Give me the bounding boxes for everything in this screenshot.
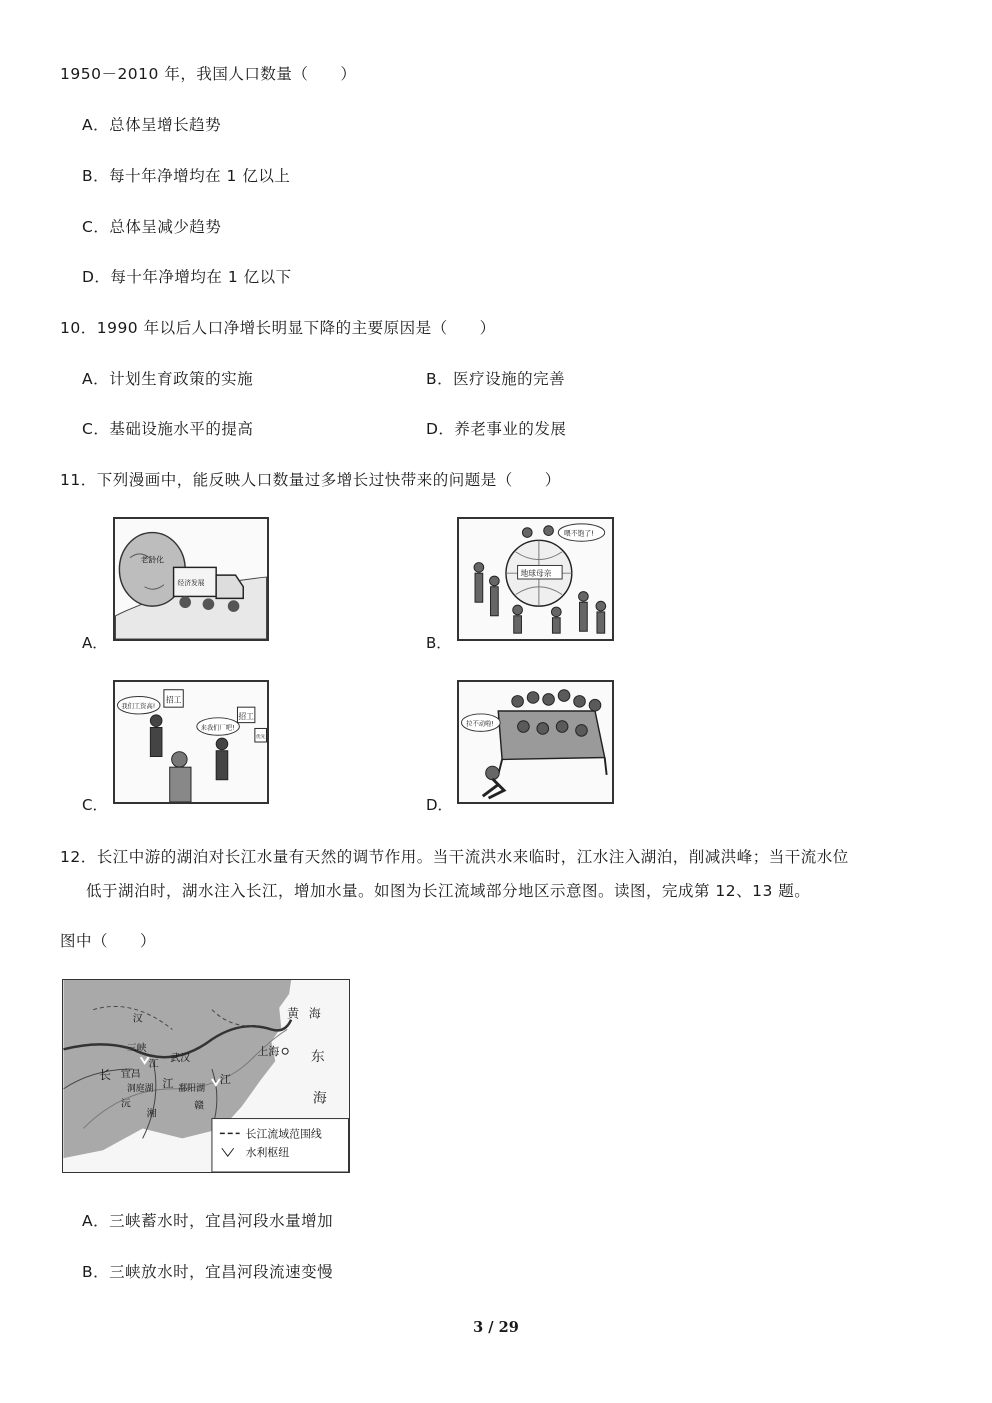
cartoon-a-rock-text: 老龄化 — [140, 555, 164, 565]
q10-option-c: C．基础设施水平的提高 — [82, 420, 254, 438]
q11-label-c: C． — [82, 796, 108, 814]
q9-option-d: D．每十年净增均在 1 亿以下 — [82, 268, 292, 286]
q11-label-b: B． — [426, 634, 452, 652]
q9-stem: 1950－2010 年，我国人口数量（ ） — [60, 65, 357, 83]
map-label-jiang2: 江 — [219, 1072, 231, 1086]
cartoon-b-globe-text: 地球母亲 — [520, 569, 552, 579]
cartoon-c-sign1-text: 招工 — [165, 695, 182, 705]
cartoon-d-image — [457, 680, 614, 804]
q12-stem-line1: 12．长江中游的湖泊对长江水量有天然的调节作用。当干流洪水来临时，江水注入湖泊，削减洪峰；当干流水位 — [60, 848, 849, 866]
q9-option-b: B．每十年净增均在 1 亿以上 — [82, 167, 291, 185]
q9-option-a: A．总体呈增长趋势 — [82, 116, 222, 134]
yangtze-map-image — [62, 979, 350, 1173]
cartoon-b-image — [457, 517, 614, 641]
cartoon-c-bubble2-text: 来我们厂吧! — [200, 724, 235, 732]
q10-option-a: A．计划生育政策的实施 — [82, 370, 254, 388]
cartoon-a-image — [113, 517, 269, 641]
q12-option-a: A．三峡蓄水时，宜昌河段水量增加 — [82, 1212, 334, 1230]
page-number: 3 / 29 — [473, 1319, 519, 1336]
q11-label-a: A． — [82, 634, 108, 652]
map-label-yuan: 沅 — [120, 1098, 131, 1110]
map-label-poyang: 鄱阳湖 — [178, 1083, 205, 1094]
map-label-huang: 黄 — [287, 1006, 300, 1021]
q10-option-d: D．养老事业的发展 — [426, 420, 567, 438]
q12-option-b: B．三峡放水时，宜昌河段流速变慢 — [82, 1263, 334, 1281]
q11-stem: 11．下列漫画中，能反映人口数量过多增长过快带来的问题是（ ） — [60, 471, 561, 489]
map-label-chang: 长 — [99, 1067, 111, 1082]
map-label-dongting: 洞庭湖 — [126, 1083, 154, 1094]
q12-stem-line2: 低于湖泊时，湖水注入长江，增加水量。如图为长江流域部分地区示意图。读图，完成第 12、13 题。 — [86, 882, 811, 900]
map-legend-boundary: 长江流域范围线 — [245, 1127, 322, 1141]
cartoon-a-truck-text: 经济发展 — [177, 578, 205, 587]
map-label-han: 汉 — [132, 1013, 143, 1025]
q10-stem: 10．1990 年以后人口净增长明显下降的主要原因是（ ） — [60, 319, 496, 337]
map-label-hai2: 海 — [312, 1090, 327, 1107]
cartoon-c-sign2-text: 招工 — [238, 711, 254, 721]
cartoon-c-bubble1-text: 我们工资高! — [121, 703, 156, 711]
map-label-xiang: 湘 — [146, 1108, 157, 1120]
map-label-yichang: 宜昌 — [120, 1068, 141, 1080]
cartoon-c-sign3-text: 优先 — [255, 735, 266, 741]
q12-sub-stem: 图中（ ） — [60, 932, 157, 950]
cartoon-c-image — [113, 680, 269, 804]
map-label-gan: 赣 — [194, 1100, 205, 1112]
map-label-wuhan: 武汉 — [170, 1053, 191, 1065]
map-label-dong: 东 — [310, 1049, 325, 1066]
q10-option-b: B．医疗设施的完善 — [426, 370, 566, 388]
map-label-shanghai: 上海 — [257, 1045, 280, 1059]
map-label-hai1: 海 — [308, 1006, 321, 1021]
q9-option-c: C．总体呈减少趋势 — [82, 218, 222, 236]
q11-label-d: D． — [426, 796, 453, 814]
map-label-jiang3: 江 — [148, 1059, 159, 1071]
map-legend-dam: 水利枢纽 — [245, 1146, 290, 1160]
cartoon-d-bubble-text: 拉不动啦! — [466, 720, 494, 728]
cartoon-b-bubble-text: 喂不饱了! — [564, 529, 594, 538]
map-label-sanxia: 三峡 — [126, 1043, 147, 1055]
map-label-jiang1: 江 — [162, 1076, 174, 1090]
